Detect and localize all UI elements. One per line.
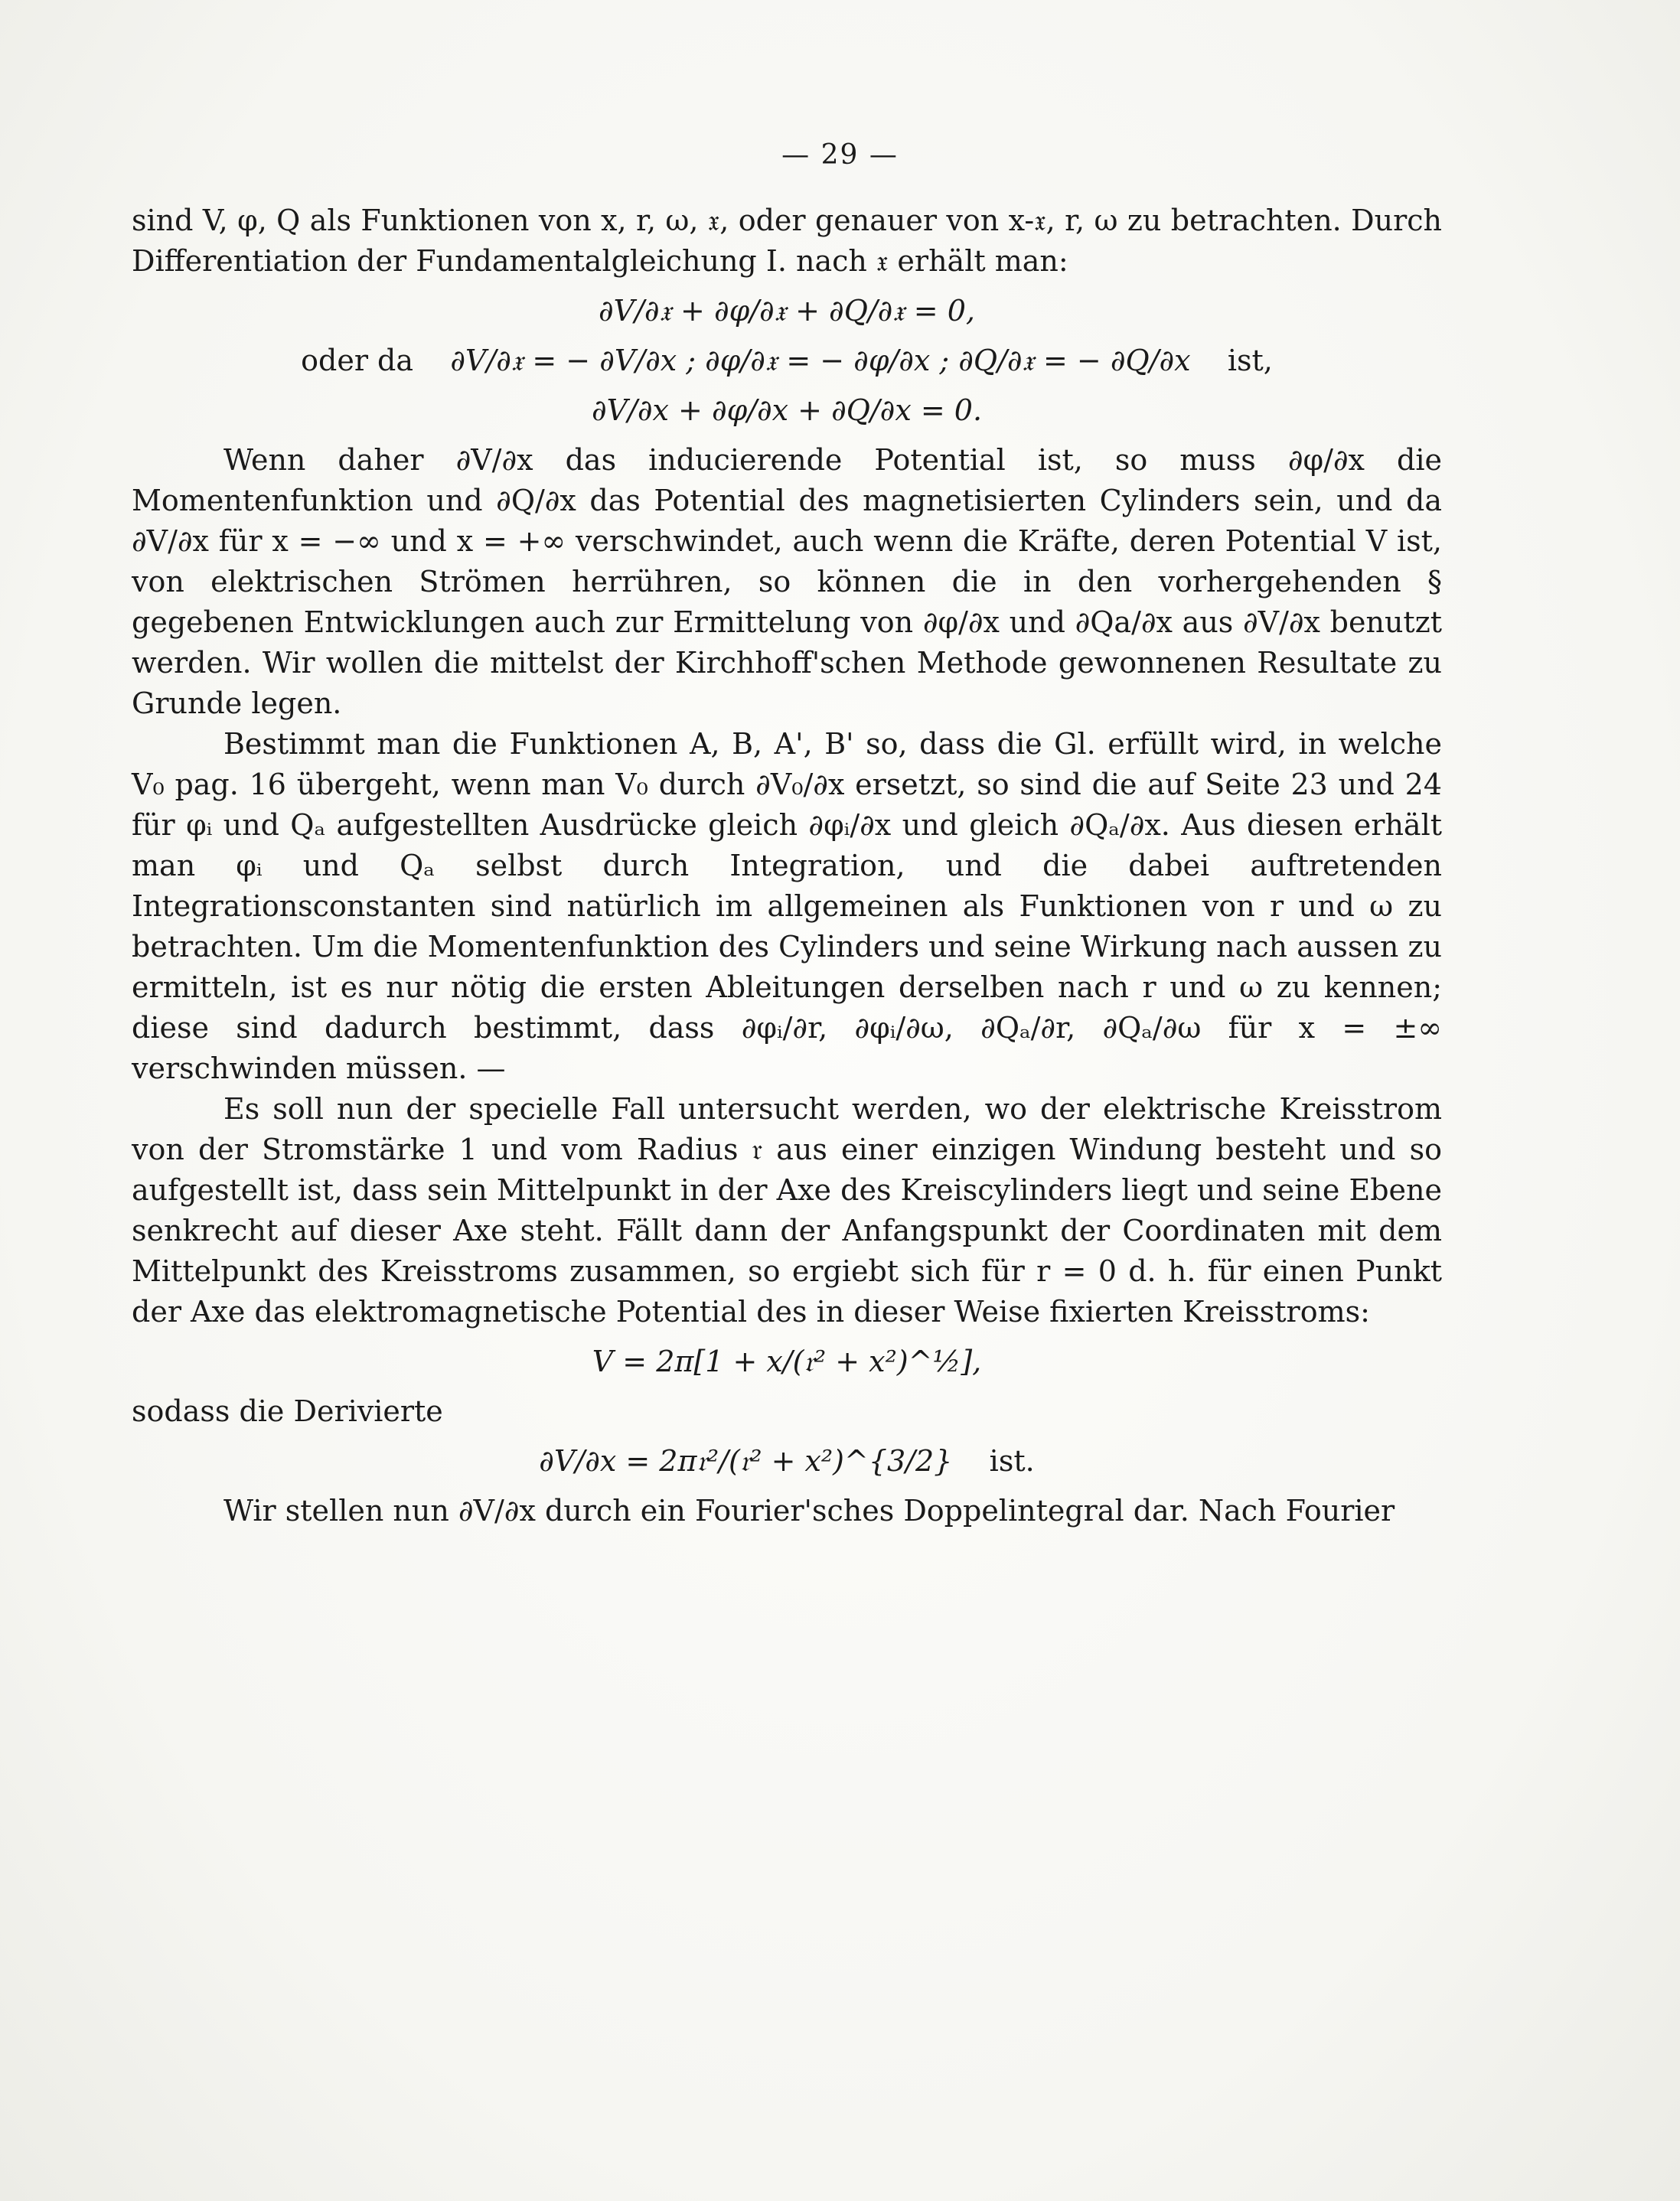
paragraph-6: Wir stellen nun ∂V/∂x durch ein Fourier'sches Doppelintegral dar. Nach Fourier <box>223 1494 1395 1528</box>
equation-2-body: ∂V/∂𝔵 = − ∂V/∂x ; ∂φ/∂𝔵 = − ∂φ/∂x ; ∂Q/∂𝔵 = − ∂Q/∂x <box>450 344 1191 377</box>
paragraph-2: Wenn daher ∂V/∂x das inducierende Potential ist, so muss ∂φ/∂x die Momentenfunktion und ∂Q/∂x das Potential des magnetisierten Cylinders sein, und da ∂V/∂x für x = −∞ und x = +∞ verschwindet, auch wenn die Kräfte, deren Potential V ist, von elektrischen Strömen herrühren, so können die in den vorhergehenden § gegebenen Entwicklungen auch zur Ermittelung von ∂φ/∂x und ∂Qa/∂x aus ∂V/∂x benutzt werden. Wir wollen die mittelst der Kirchhoff'schen Methode gewonnenen Resultate zu Grunde legen. <box>132 443 1442 720</box>
equation-5-body: ∂V/∂x = 2π𝔯²/(𝔯² + x²)^{3/2} <box>539 1444 953 1478</box>
paragraph-1: sind V, φ, Q als Funktionen von x, r, ω, 𝔵, oder genauer von x-𝔵, r, ω zu betrachten. Durch Differentiation der Fundamentalgleichung I. nach 𝔵 erhält man: <box>132 204 1442 278</box>
paragraph-4: Es soll nun der specielle Fall untersucht werden, wo der elektrische Kreisstrom von der Stromstärke 1 und vom Radius 𝔯 aus einer einzigen Windung besteht und so aufgestellt ist, dass sein Mittelpunkt in der Axe des Kreiscylinders liegt und seine Ebene senkrecht auf dieser Axe steht. Fällt dann der Anfangspunkt der Coordinaten mit dem Mittelpunkt des Kreisstroms zusammen, so ergiebt sich für r = 0 d. h. für einen Punkt der Axe das elektromagnetische Potential des in dieser Weise fixierten Kreisstroms: <box>132 1092 1442 1329</box>
paragraph-5: sodass die Derivierte <box>132 1394 443 1428</box>
equation-4: V = 2π[1 + x/(𝔯² + x²)^½], <box>592 1345 982 1378</box>
paragraph-3: Bestimmt man die Funktionen A, B, A', B' so, dass die Gl. erfüllt wird, in welche V₀ pag. 16 übergeht, wenn man V₀ durch ∂V₀/∂x ersetzt, so sind die auf Seite 23 und 24 für φᵢ und Qₐ aufgestellten Ausdrücke gleich ∂φᵢ/∂x und gleich ∂Qₐ/∂x. Aus diesen erhält man φᵢ und Qₐ selbst durch Integration, und die dabei auftretenden Integrationsconstanten sind natürlich im allgemeinen als Funktionen von r und ω zu betrachten. Um die Momentenfunktion des Cylinders und seine Wirkung nach aussen zu ermitteln, ist es nur nötig die ersten Ableitungen derselben nach r und ω zu kennen; diese sind dadurch bestimmt, dass ∂φᵢ/∂r, ∂φᵢ/∂ω, ∂Qₐ/∂r, ∂Qₐ/∂ω für x = ±∞ verschwinden müssen. — <box>132 727 1442 1085</box>
equation-2 <box>132 341 1442 381</box>
text-body <box>132 201 1442 1531</box>
equation-2-suffix: ist, <box>1227 344 1273 377</box>
equation-5 <box>132 1441 1442 1482</box>
equation-3: ∂V/∂x + ∂φ/∂x + ∂Q/∂x = 0. <box>591 393 983 427</box>
equation-1: ∂V/∂𝔵 + ∂φ/∂𝔵 + ∂Q/∂𝔵 = 0, <box>599 294 975 328</box>
page-number: — 29 — <box>781 139 899 171</box>
equation-2-prefix: oder da <box>301 344 414 377</box>
equation-5-suffix: ist. <box>989 1444 1035 1478</box>
